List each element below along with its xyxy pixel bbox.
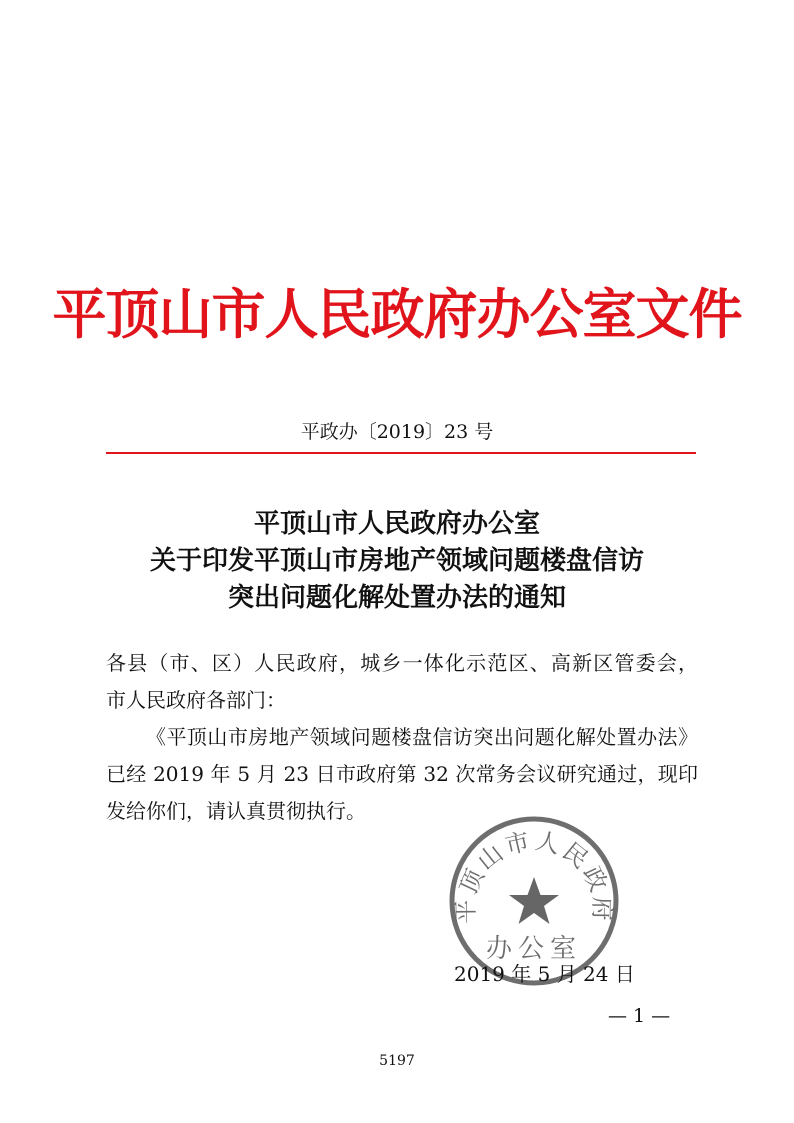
addressee-line-2: 市人民政府各部门： — [106, 688, 286, 712]
issue-date: 2019 年 5 月 24 日 — [454, 962, 635, 986]
notice-body — [106, 645, 698, 830]
seal-bottom-text: 办公室 — [485, 934, 583, 964]
red-divider-line — [106, 452, 696, 454]
addressee-line-1: 各县（市、区）人民政府，城乡一体化示范区、高新区管委会， — [106, 651, 698, 675]
seal-arc-text: 平顶山市人民政府 — [451, 826, 617, 924]
document-header-title: 平顶山市人民政府办公室文件 — [52, 283, 742, 346]
footer-number: 5197 — [379, 1053, 415, 1069]
notice-title — [0, 506, 794, 617]
star-icon — [509, 877, 559, 924]
page-number: — 1 — — [608, 1005, 671, 1027]
notice-title-line-3: 突出问题化解处置办法的通知 — [227, 583, 566, 613]
notice-title-line-1: 平顶山市人民政府办公室 — [253, 509, 540, 539]
body-paragraph: 《平顶山市房地产领域问题楼盘信访突出问题化解处置办法》已经 2019 年 5 月 23 日市政府第 32 次常务会议研究通过，现印发给你们，请认真贯彻执行。 — [106, 725, 698, 823]
notice-title-line-2: 关于印发平顶山市房地产领域问题楼盘信访 — [149, 546, 644, 576]
document-number: 平政办〔2019〕23 号 — [300, 421, 494, 443]
